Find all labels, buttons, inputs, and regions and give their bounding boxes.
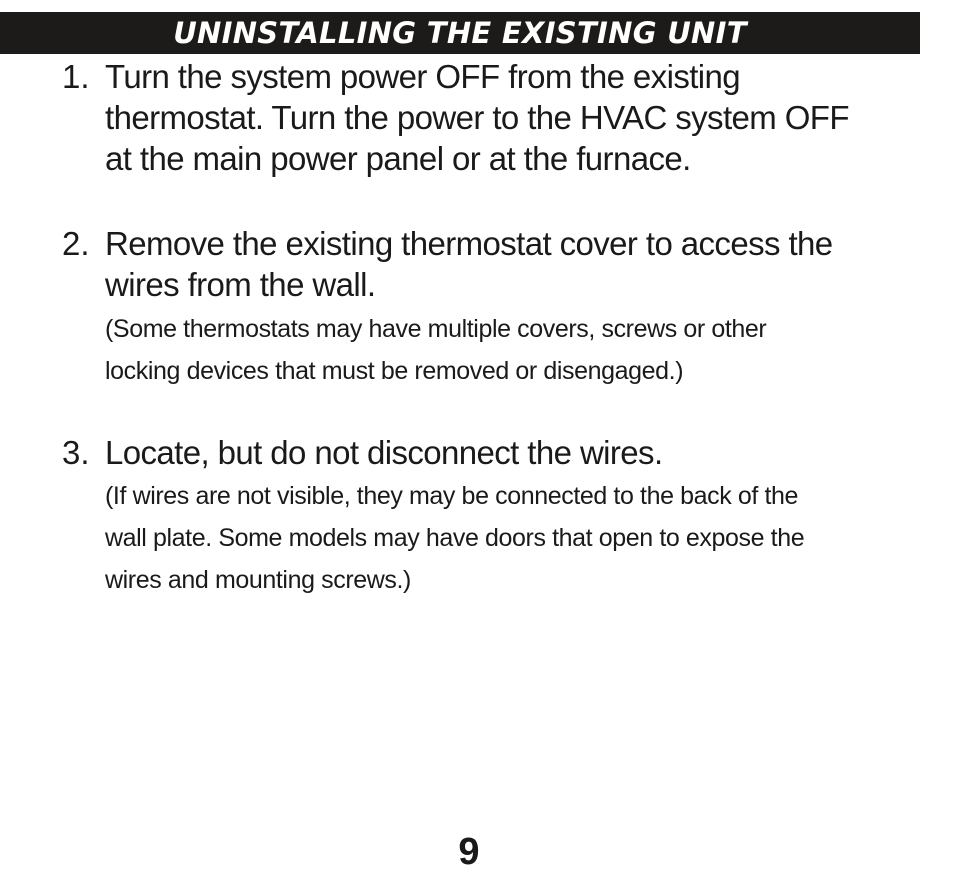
step-text-line: thermostat. Turn the power to the HVAC system OFF: [105, 99, 849, 136]
step-text-line: Locate, but do not disconnect the wires.: [105, 434, 663, 471]
step-text-line: Turn the system power OFF from the existing: [105, 58, 741, 95]
page-number: 9: [458, 831, 480, 873]
step-note: [105, 475, 905, 601]
section-title: UNINSTALLING THE EXISTING UNIT: [173, 15, 747, 50]
note-text-line: wires and mounting screws.): [105, 566, 411, 594]
step-main-text: [105, 432, 895, 473]
section-header-bar: [0, 12, 920, 54]
note-text-line: locking devices that must be removed or disengaged.): [105, 357, 684, 385]
step-note: [105, 308, 905, 392]
step-text-line: at the main power panel or at the furnace.: [105, 140, 691, 177]
note-text-line: wall plate. Some models may have doors that open to expose the: [105, 524, 805, 552]
step-number: 1.: [62, 58, 90, 95]
note-text-line: (If wires are not visible, they may be connected to the back of the: [105, 482, 799, 510]
step-main-text: [105, 223, 895, 305]
step-text-line: Remove the existing thermostat cover to access the: [105, 225, 833, 262]
note-text-line: (Some thermostats may have multiple covers, screws or other: [105, 315, 767, 343]
step-text-line: wires from the wall.: [105, 266, 376, 303]
step-main-text: [105, 56, 895, 179]
step-number: 3.: [62, 434, 90, 471]
step-number: 2.: [62, 225, 90, 262]
